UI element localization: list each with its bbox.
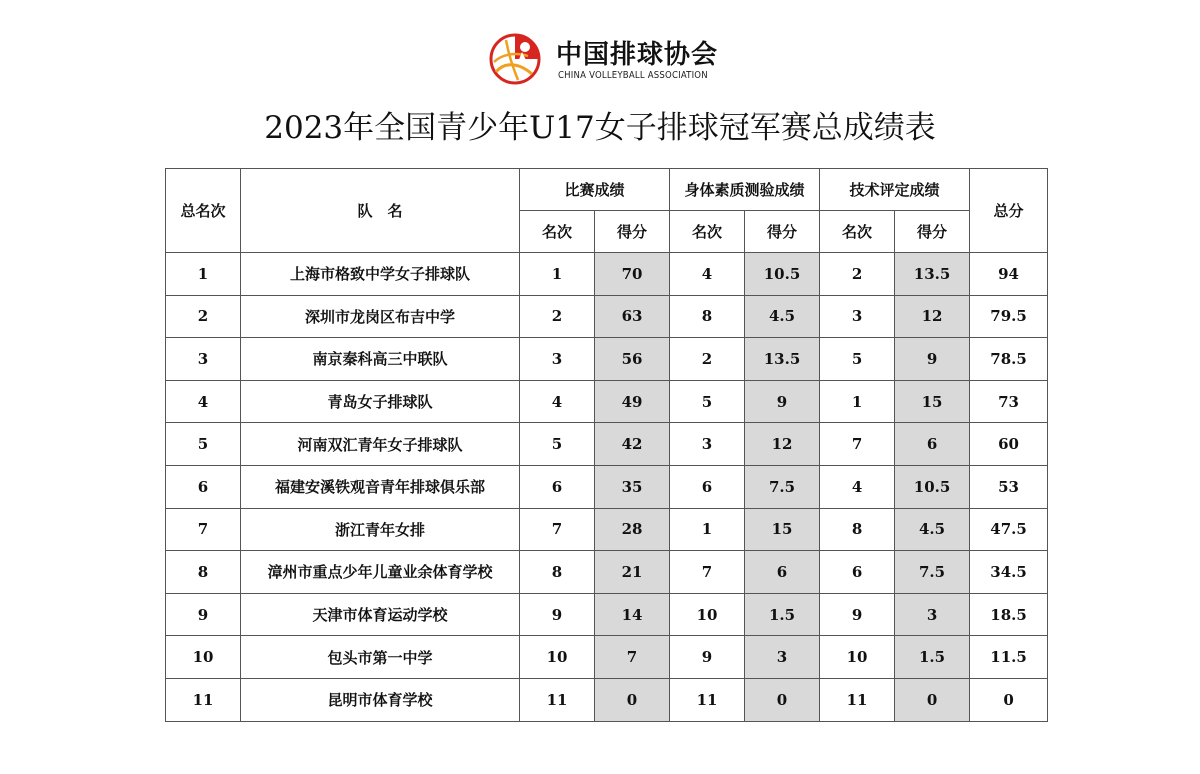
cell-tech-score: 10.5 <box>895 465 970 508</box>
header-overall-rank: 总名次 <box>166 169 241 253</box>
cell-match-rank: 9 <box>520 593 595 636</box>
table-row <box>166 380 1048 423</box>
cell-overall-rank: 4 <box>166 380 241 423</box>
table-row <box>166 508 1048 551</box>
header-tech-score: 得分 <box>895 211 970 253</box>
cell-match-score: 7 <box>595 636 670 679</box>
association-logo <box>488 30 719 88</box>
cell-match-score: 42 <box>595 423 670 466</box>
cell-fitness-rank: 2 <box>670 338 745 381</box>
cell-tech-rank: 2 <box>820 253 895 296</box>
cell-match-rank: 11 <box>520 678 595 721</box>
cell-match-score: 49 <box>595 380 670 423</box>
header-row-top <box>166 169 1048 211</box>
cell-tech-score: 0 <box>895 678 970 721</box>
cell-overall-rank: 9 <box>166 593 241 636</box>
table-row <box>166 551 1048 594</box>
cell-team-name: 深圳市龙岗区布吉中学 <box>241 295 520 338</box>
cell-total: 94 <box>970 253 1048 296</box>
cell-overall-rank: 7 <box>166 508 241 551</box>
cell-fitness-rank: 7 <box>670 551 745 594</box>
table-row <box>166 253 1048 296</box>
cell-fitness-rank: 1 <box>670 508 745 551</box>
cell-fitness-score: 6 <box>745 551 820 594</box>
cell-fitness-score: 15 <box>745 508 820 551</box>
header-team: 队 名 <box>241 169 520 253</box>
cell-total: 34.5 <box>970 551 1048 594</box>
cell-team-name: 河南双汇青年女子排球队 <box>241 423 520 466</box>
page-title: 2023年全国青少年U17女子排球冠军赛总成绩表 <box>264 110 936 146</box>
cell-team-name: 昆明市体育学校 <box>241 678 520 721</box>
cell-tech-score: 13.5 <box>895 253 970 296</box>
cell-match-score: 0 <box>595 678 670 721</box>
cell-match-rank: 2 <box>520 295 595 338</box>
cell-tech-rank: 6 <box>820 551 895 594</box>
cell-tech-rank: 1 <box>820 380 895 423</box>
cell-match-score: 63 <box>595 295 670 338</box>
cell-total: 79.5 <box>970 295 1048 338</box>
cell-tech-score: 6 <box>895 423 970 466</box>
cell-total: 0 <box>970 678 1048 721</box>
cell-tech-rank: 7 <box>820 423 895 466</box>
cell-overall-rank: 1 <box>166 253 241 296</box>
cell-match-score: 21 <box>595 551 670 594</box>
header-fitness-rank: 名次 <box>670 211 745 253</box>
cell-tech-score: 12 <box>895 295 970 338</box>
cell-overall-rank: 2 <box>166 295 241 338</box>
header-match-score: 得分 <box>595 211 670 253</box>
cell-fitness-rank: 5 <box>670 380 745 423</box>
cell-total: 60 <box>970 423 1048 466</box>
cell-tech-rank: 9 <box>820 593 895 636</box>
cell-overall-rank: 3 <box>166 338 241 381</box>
cell-total: 11.5 <box>970 636 1048 679</box>
cell-overall-rank: 5 <box>166 423 241 466</box>
cell-match-score: 70 <box>595 253 670 296</box>
cell-fitness-score: 10.5 <box>745 253 820 296</box>
cell-tech-rank: 4 <box>820 465 895 508</box>
cell-tech-score: 15 <box>895 380 970 423</box>
cell-fitness-score: 3 <box>745 636 820 679</box>
cell-fitness-rank: 8 <box>670 295 745 338</box>
cell-fitness-rank: 11 <box>670 678 745 721</box>
cell-match-rank: 8 <box>520 551 595 594</box>
cell-team-name: 青岛女子排球队 <box>241 380 520 423</box>
header-fitness: 身体素质测验成绩 <box>670 169 820 211</box>
association-name-en: CHINA VOLLEYBALL ASSOCIATION <box>558 70 708 81</box>
cell-match-rank: 7 <box>520 508 595 551</box>
cell-team-name: 天津市体育运动学校 <box>241 593 520 636</box>
cell-fitness-score: 9 <box>745 380 820 423</box>
table-row <box>166 636 1048 679</box>
cell-team-name: 浙江青年女排 <box>241 508 520 551</box>
cell-fitness-score: 4.5 <box>745 295 820 338</box>
cell-tech-score: 1.5 <box>895 636 970 679</box>
header-technique: 技术评定成绩 <box>820 169 970 211</box>
cell-team-name: 上海市格致中学女子排球队 <box>241 253 520 296</box>
cell-fitness-rank: 3 <box>670 423 745 466</box>
cell-tech-rank: 10 <box>820 636 895 679</box>
cell-total: 18.5 <box>970 593 1048 636</box>
cell-fitness-rank: 6 <box>670 465 745 508</box>
cell-match-rank: 10 <box>520 636 595 679</box>
header-match-rank: 名次 <box>520 211 595 253</box>
cell-overall-rank: 11 <box>166 678 241 721</box>
cell-fitness-score: 0 <box>745 678 820 721</box>
volleyball-logo-icon <box>488 32 542 86</box>
cell-total: 78.5 <box>970 338 1048 381</box>
cell-tech-score: 9 <box>895 338 970 381</box>
cell-overall-rank: 8 <box>166 551 241 594</box>
cell-fitness-score: 1.5 <box>745 593 820 636</box>
header-match: 比赛成绩 <box>520 169 670 211</box>
cell-tech-rank: 8 <box>820 508 895 551</box>
header-total: 总分 <box>970 169 1048 253</box>
cell-tech-rank: 11 <box>820 678 895 721</box>
cell-team-name: 南京秦科高三中联队 <box>241 338 520 381</box>
cell-fitness-rank: 4 <box>670 253 745 296</box>
cell-fitness-score: 13.5 <box>745 338 820 381</box>
cell-tech-rank: 5 <box>820 338 895 381</box>
cell-team-name: 包头市第一中学 <box>241 636 520 679</box>
header-fitness-score: 得分 <box>745 211 820 253</box>
table-row <box>166 423 1048 466</box>
cell-tech-score: 3 <box>895 593 970 636</box>
results-table <box>165 168 1048 722</box>
table-row <box>166 338 1048 381</box>
cell-total: 47.5 <box>970 508 1048 551</box>
table-row <box>166 465 1048 508</box>
cell-match-score: 35 <box>595 465 670 508</box>
cell-match-rank: 3 <box>520 338 595 381</box>
cell-match-score: 28 <box>595 508 670 551</box>
cell-match-rank: 1 <box>520 253 595 296</box>
cell-tech-rank: 3 <box>820 295 895 338</box>
association-name-cn: 中国排球协会 <box>556 40 719 70</box>
cell-fitness-score: 12 <box>745 423 820 466</box>
cell-team-name: 福建安溪铁观音青年排球俱乐部 <box>241 465 520 508</box>
cell-match-rank: 5 <box>520 423 595 466</box>
table-row <box>166 593 1048 636</box>
cell-total: 73 <box>970 380 1048 423</box>
cell-fitness-rank: 9 <box>670 636 745 679</box>
cell-team-name: 漳州市重点少年儿童业余体育学校 <box>241 551 520 594</box>
cell-fitness-score: 7.5 <box>745 465 820 508</box>
cell-fitness-rank: 10 <box>670 593 745 636</box>
cell-match-rank: 4 <box>520 380 595 423</box>
cell-match-score: 56 <box>595 338 670 381</box>
header-tech-rank: 名次 <box>820 211 895 253</box>
table-row <box>166 295 1048 338</box>
cell-match-score: 14 <box>595 593 670 636</box>
cell-total: 53 <box>970 465 1048 508</box>
cell-overall-rank: 6 <box>166 465 241 508</box>
cell-tech-score: 4.5 <box>895 508 970 551</box>
table-row <box>166 678 1048 721</box>
cell-match-rank: 6 <box>520 465 595 508</box>
cell-tech-score: 7.5 <box>895 551 970 594</box>
cell-overall-rank: 10 <box>166 636 241 679</box>
